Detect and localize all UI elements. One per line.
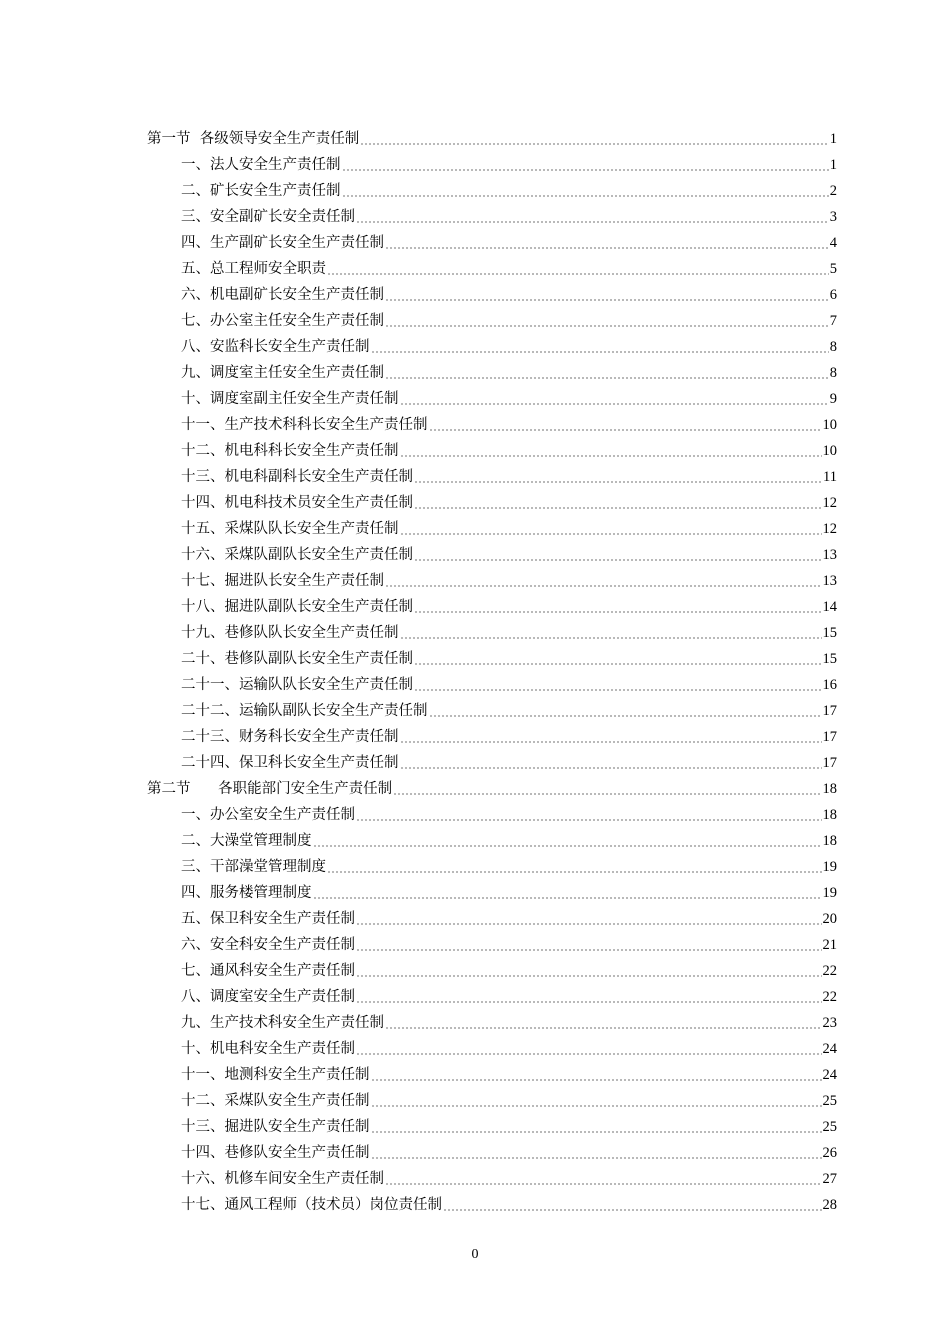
toc-entry-title: 四、生产副矿长安全生产责任制: [181, 235, 384, 251]
toc-entry-page-number: 22: [822, 963, 837, 979]
toc-entry[interactable]: [147, 308, 837, 334]
toc-entry-title: 九、生产技术科安全生产责任制: [181, 1015, 384, 1031]
toc-entry-page-number: 26: [822, 1145, 837, 1161]
toc-entry[interactable]: [147, 802, 837, 828]
toc-dot-leader: [371, 1131, 822, 1133]
toc-entry-page-number: 19: [822, 859, 837, 875]
toc-dot-leader: [342, 195, 829, 197]
toc-entry-page-number: 6: [829, 287, 837, 303]
toc-entry-title: 八、调度室安全生产责任制: [181, 989, 355, 1005]
toc-entry-page-number: 13: [822, 573, 837, 589]
toc-entry-title: 二十、巷修队副队长安全生产责任制: [181, 651, 413, 667]
toc-dot-leader: [385, 585, 822, 587]
toc-dot-leader: [429, 715, 822, 717]
toc-dot-leader: [356, 1001, 822, 1003]
toc-entry-title: 第一节 各级领导安全生产责任制: [147, 131, 360, 147]
toc-entry[interactable]: [147, 1166, 837, 1192]
toc-dot-leader: [385, 299, 829, 301]
toc-entry-title: 一、法人安全生产责任制: [181, 157, 341, 173]
toc-entry[interactable]: [147, 438, 837, 464]
table-of-contents: [147, 126, 837, 1218]
toc-dot-leader: [443, 1209, 822, 1211]
toc-entry[interactable]: [147, 412, 837, 438]
toc-entry-page-number: 4: [829, 235, 837, 251]
toc-entry-title: 九、调度室主任安全生产责任制: [181, 365, 384, 381]
toc-entry[interactable]: [147, 1010, 837, 1036]
toc-entry-title: 三、干部澡堂管理制度: [181, 859, 326, 875]
toc-entry-title: 十六、机修车间安全生产责任制: [181, 1171, 384, 1187]
toc-entry-page-number: 14: [822, 599, 837, 615]
toc-dot-leader: [400, 533, 822, 535]
toc-entry[interactable]: [147, 1140, 837, 1166]
toc-entry[interactable]: [147, 282, 837, 308]
toc-entry-page-number: 17: [822, 703, 837, 719]
toc-dot-leader: [400, 767, 822, 769]
toc-entry-title: 十一、生产技术科科长安全生产责任制: [181, 417, 428, 433]
toc-dot-leader: [414, 663, 822, 665]
toc-entry-title: 十七、掘进队长安全生产责任制: [181, 573, 384, 589]
toc-entry-title: 三、安全副矿长安全责任制: [181, 209, 355, 225]
toc-entry-title: 二十二、运输队副队长安全生产责任制: [181, 703, 428, 719]
toc-entry[interactable]: [147, 1114, 837, 1140]
toc-entry-title: 十八、掘进队副队长安全生产责任制: [181, 599, 413, 615]
toc-entry[interactable]: [147, 334, 837, 360]
toc-entry-page-number: 12: [822, 521, 837, 537]
toc-dot-leader: [327, 273, 829, 275]
toc-dot-leader: [371, 1079, 822, 1081]
toc-entry-page-number: 10: [822, 417, 837, 433]
toc-dot-leader: [385, 325, 829, 327]
toc-entry[interactable]: [147, 594, 837, 620]
toc-entry-page-number: 12: [822, 495, 837, 511]
toc-entry-title: 七、办公室主任安全生产责任制: [181, 313, 384, 329]
toc-entry-page-number: 15: [822, 625, 837, 641]
toc-entry[interactable]: [147, 204, 837, 230]
toc-dot-leader: [385, 1027, 822, 1029]
toc-entry-page-number: 7: [829, 313, 837, 329]
toc-entry-title: 二十一、运输队队长安全生产责任制: [181, 677, 413, 693]
toc-dot-leader: [342, 169, 829, 171]
toc-entry-page-number: 11: [823, 469, 837, 485]
toc-entry[interactable]: [147, 906, 837, 932]
toc-dot-leader: [385, 1183, 822, 1185]
toc-entry[interactable]: [147, 958, 837, 984]
toc-entry[interactable]: [147, 984, 837, 1010]
toc-entry[interactable]: [147, 880, 837, 906]
toc-entry-page-number: 8: [829, 339, 837, 355]
toc-entry[interactable]: [147, 932, 837, 958]
toc-dot-leader: [371, 351, 829, 353]
toc-entry-page-number: 20: [822, 911, 837, 927]
toc-entry-page-number: 22: [822, 989, 837, 1005]
toc-entry-page-number: 15: [822, 651, 837, 667]
toc-dot-leader: [414, 611, 822, 613]
toc-dot-leader: [385, 247, 829, 249]
toc-entry-page-number: 25: [822, 1093, 837, 1109]
toc-entry[interactable]: [147, 1088, 837, 1114]
toc-dot-leader: [313, 897, 822, 899]
toc-entry[interactable]: [147, 490, 837, 516]
toc-dot-leader: [429, 429, 822, 431]
toc-entry-title: 二、大澡堂管理制度: [181, 833, 312, 849]
toc-entry-title: 六、安全科安全生产责任制: [181, 937, 355, 953]
toc-dot-leader: [414, 481, 822, 483]
toc-entry[interactable]: [147, 178, 837, 204]
toc-entry-page-number: 13: [822, 547, 837, 563]
toc-entry-title: 十三、机电科副科长安全生产责任制: [181, 469, 413, 485]
toc-dot-leader: [313, 845, 822, 847]
toc-dot-leader: [371, 1105, 822, 1107]
toc-entry-page-number: 1: [829, 131, 837, 147]
toc-entry-page-number: 3: [829, 209, 837, 225]
toc-section-heading[interactable]: [147, 126, 837, 152]
toc-entry[interactable]: [147, 1192, 837, 1218]
toc-entry-page-number: 16: [822, 677, 837, 693]
toc-dot-leader: [414, 689, 822, 691]
toc-dot-leader: [371, 1157, 822, 1159]
toc-entry-page-number: 18: [822, 781, 837, 797]
toc-entry-title: 二十四、保卫科长安全生产责任制: [181, 755, 399, 771]
toc-entry-title: 二、矿长安全生产责任制: [181, 183, 341, 199]
toc-entry-title: 五、保卫科安全生产责任制: [181, 911, 355, 927]
page-number: 0: [471, 1247, 479, 1262]
toc-entry-title: 十、机电科安全生产责任制: [181, 1041, 355, 1057]
toc-dot-leader: [400, 403, 829, 405]
toc-entry[interactable]: [147, 516, 837, 542]
toc-entry-page-number: 9: [829, 391, 837, 407]
toc-dot-leader: [414, 559, 822, 561]
toc-entry-title: 十五、采煤队队长安全生产责任制: [181, 521, 399, 537]
toc-entry-page-number: 8: [829, 365, 837, 381]
toc-entry[interactable]: [147, 386, 837, 412]
toc-dot-leader: [400, 741, 822, 743]
toc-entry[interactable]: [147, 698, 837, 724]
toc-entry-title: 五、总工程师安全职责: [181, 261, 326, 277]
toc-dot-leader: [356, 975, 822, 977]
toc-section-heading[interactable]: [147, 776, 837, 802]
toc-entry[interactable]: [147, 1036, 837, 1062]
toc-entry[interactable]: [147, 724, 837, 750]
toc-entry-page-number: 17: [822, 729, 837, 745]
toc-entry-title: 十六、采煤队副队长安全生产责任制: [181, 547, 413, 563]
toc-entry-page-number: 5: [829, 261, 837, 277]
toc-entry-page-number: 18: [822, 833, 837, 849]
toc-dot-leader: [356, 819, 822, 821]
toc-entry-title: 十三、掘进队安全生产责任制: [181, 1119, 370, 1135]
toc-entry-title: 六、机电副矿长安全生产责任制: [181, 287, 384, 303]
toc-dot-leader: [356, 221, 829, 223]
toc-entry[interactable]: [147, 646, 837, 672]
toc-entry[interactable]: [147, 828, 837, 854]
toc-entry-title: 十七、通风工程师（技术员）岗位责任制: [181, 1197, 442, 1213]
toc-entry-title: 二十三、财务科长安全生产责任制: [181, 729, 399, 745]
toc-entry[interactable]: [147, 672, 837, 698]
toc-entry-page-number: 24: [822, 1041, 837, 1057]
toc-entry-page-number: 21: [822, 937, 837, 953]
toc-entry[interactable]: [147, 750, 837, 776]
toc-entry-title: 四、服务楼管理制度: [181, 885, 312, 901]
toc-dot-leader: [360, 143, 829, 145]
toc-dot-leader: [327, 871, 822, 873]
toc-entry-page-number: 28: [822, 1197, 837, 1213]
toc-dot-leader: [400, 455, 822, 457]
toc-entry[interactable]: [147, 568, 837, 594]
toc-dot-leader: [400, 637, 822, 639]
toc-entry-title: 十九、巷修队队长安全生产责任制: [181, 625, 399, 641]
toc-entry-page-number: 27: [822, 1171, 837, 1187]
toc-entry-page-number: 23: [822, 1015, 837, 1031]
toc-entry-page-number: 18: [822, 807, 837, 823]
toc-entry-title: 十二、机电科科长安全生产责任制: [181, 443, 399, 459]
toc-entry-title: 第二节 各职能部门安全生产责任制: [147, 781, 393, 797]
toc-entry-page-number: 1: [829, 157, 837, 173]
toc-entry-page-number: 17: [822, 755, 837, 771]
toc-entry-page-number: 2: [829, 183, 837, 199]
toc-entry[interactable]: [147, 1062, 837, 1088]
toc-entry[interactable]: [147, 542, 837, 568]
toc-dot-leader: [393, 793, 821, 795]
toc-dot-leader: [385, 377, 829, 379]
toc-entry-title: 一、办公室安全生产责任制: [181, 807, 355, 823]
toc-entry-page-number: 19: [822, 885, 837, 901]
toc-entry-title: 七、通风科安全生产责任制: [181, 963, 355, 979]
toc-dot-leader: [414, 507, 822, 509]
toc-entry[interactable]: [147, 854, 837, 880]
toc-entry[interactable]: [147, 152, 837, 178]
toc-entry-title: 十四、巷修队安全生产责任制: [181, 1145, 370, 1161]
toc-entry-title: 十二、采煤队安全生产责任制: [181, 1093, 370, 1109]
toc-entry-title: 八、安监科长安全生产责任制: [181, 339, 370, 355]
toc-entry[interactable]: [147, 230, 837, 256]
toc-entry-title: 十一、地测科安全生产责任制: [181, 1067, 370, 1083]
toc-dot-leader: [356, 949, 822, 951]
toc-dot-leader: [356, 1053, 822, 1055]
toc-entry[interactable]: [147, 620, 837, 646]
toc-entry-page-number: 10: [822, 443, 837, 459]
toc-entry[interactable]: [147, 256, 837, 282]
toc-entry-page-number: 25: [822, 1119, 837, 1135]
toc-entry-title: 十、调度室副主任安全生产责任制: [181, 391, 399, 407]
toc-entry[interactable]: [147, 464, 837, 490]
toc-dot-leader: [356, 923, 822, 925]
toc-entry-title: 十四、机电科技术员安全生产责任制: [181, 495, 413, 511]
toc-entry[interactable]: [147, 360, 837, 386]
toc-entry-page-number: 24: [822, 1067, 837, 1083]
